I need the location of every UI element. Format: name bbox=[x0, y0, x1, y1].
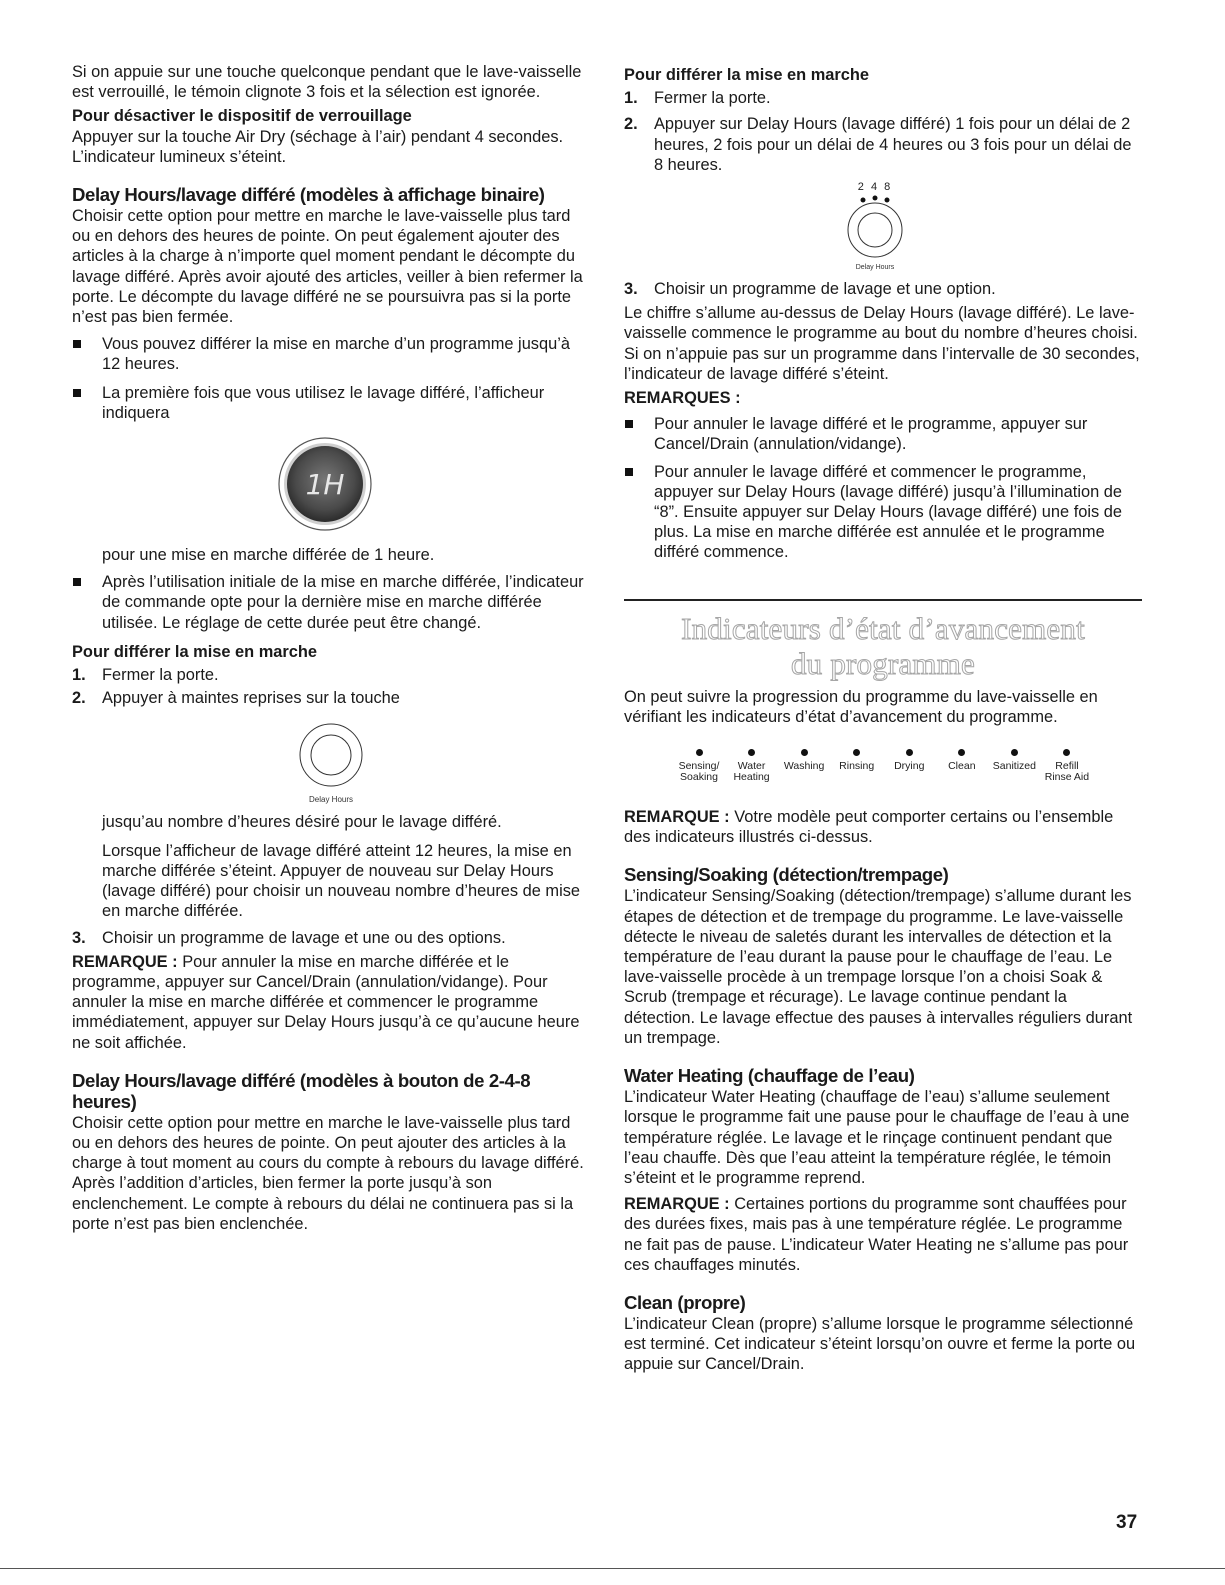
note-text: Pour annuler la mise en marche différée et le programme, appuyer sur Cancel/Drain (annulation/vidange). Pour annuler la mise en marche différée et commencer le programme immédiatement, appuyer sur Delay Hours jusqu’à ce qu’aucune heure ne soit affichée. bbox=[72, 952, 580, 1052]
indicator-label: Drying bbox=[894, 760, 925, 773]
section-intro: On peut suivre la progression du programme du lave-vaisselle en vérifiant les indicateurs d’état d’avancement du programme. bbox=[624, 687, 1098, 726]
status-indicator bbox=[726, 749, 778, 783]
remarks-title: REMARQUES : bbox=[624, 389, 741, 408]
section-title-line-1: Indicateurs d’état d’avancement bbox=[681, 610, 1085, 646]
status-indicator bbox=[988, 749, 1040, 783]
indicator-dot-icon bbox=[801, 749, 808, 756]
delay-numbers: 2 4 8 bbox=[857, 181, 893, 194]
delay-button-icon bbox=[291, 722, 371, 804]
note-label: REMARQUE : bbox=[72, 952, 178, 971]
indicator-label: Rinsing bbox=[839, 760, 875, 773]
note-paragraph bbox=[72, 952, 590, 1053]
status-indicator bbox=[1041, 749, 1093, 783]
sensing-heading: Sensing/Soaking (détection/trempage) bbox=[624, 864, 949, 886]
bullet-text: Pour annuler le lavage différé et commencer le programme, appuyer sur Delay Hours (lavage différé) jusqu’à l’illumination de “8”. Ensuite appuyer sur Delay Hours (lavage différé) une fois de plus. La mise en marche différée est annulée et le programme différé commence. bbox=[654, 462, 1122, 562]
indicator-dot-icon bbox=[853, 749, 860, 756]
status-indicator bbox=[883, 749, 935, 783]
step-text: Appuyer à maintes reprises sur la touche bbox=[102, 689, 400, 708]
bullet-icon bbox=[73, 578, 81, 586]
button-caption: jusqu’au nombre d’heures désiré pour le lavage différé. bbox=[102, 813, 502, 832]
binary-heading: Delay Hours/lavage différé (modèles à affichage binaire) bbox=[72, 184, 545, 206]
indicator-label-2: Rinse Aid bbox=[1044, 771, 1090, 784]
step-text: Fermer la porte. bbox=[654, 89, 771, 108]
button-text: Choisir cette option pour mettre en marche le lave-vaisselle plus tard ou en dehors des heures de pointe. On peut ajouter des articles à la charge à tout moment au cours du compte à rebours du lavage différé. Après l’addition d’articles, bien fermer la porte jusqu’à son enclenchement. Le compte à rebours du délai ne continuera pas si la porte n’est pas bien enclenchée. bbox=[72, 1113, 584, 1233]
bullet-item bbox=[72, 572, 590, 633]
step-text: Choisir un programme de lavage et une option. bbox=[654, 280, 996, 299]
delay-title: Pour différer la mise en marche bbox=[624, 66, 870, 84]
note-paragraph bbox=[624, 1194, 1142, 1275]
step-text: Choisir un programme de lavage et une ou des options. bbox=[102, 929, 506, 948]
note-text: Votre modèle peut comporter certains ou l’ensemble des indicateurs illustrés ci-dessus. bbox=[624, 808, 1114, 847]
bullet-item bbox=[72, 383, 590, 423]
status-indicator bbox=[778, 749, 830, 783]
bullet-text: Vous pouvez différer la mise en marche d’un programme jusqu’à 12 heures. bbox=[102, 335, 570, 374]
bullet-icon bbox=[625, 468, 633, 476]
unlock-text: Appuyer sur la touche Air Dry (séchage à l’air) pendant 4 secondes. L’indicateur lumineux s’éteint. bbox=[72, 127, 564, 166]
clean-heading: Clean (propre) bbox=[624, 1291, 746, 1313]
bullet-text: Après l’utilisation initiale de la mise en marche différée, l’indicateur de commande opte pour la dernière mise en marche différée utilisée. Le réglage de cette durée peut être changé. bbox=[102, 573, 584, 632]
left-column bbox=[72, 62, 590, 1238]
delay-title: Pour différer la mise en marche bbox=[72, 642, 318, 661]
step-item: 3. Choisir un programme de lavage et une ou des options. bbox=[72, 929, 506, 948]
bullet-icon bbox=[73, 340, 81, 348]
note-text: Certaines portions du programme sont chauffées pour des durées fixes, mais pas à une température réglée. Le programme ne fait pas de pause. L’indicateur Water Heating ne s’allume pas pour ces chauffages minutés. bbox=[624, 1195, 1129, 1274]
step-item: 3. Choisir un programme de lavage et une option. bbox=[624, 280, 996, 299]
button-heading: Delay Hours/lavage différé (modèles à bouton de 2-4-8 heures) bbox=[72, 1069, 531, 1112]
page-number: 37 bbox=[1116, 1512, 1138, 1533]
indicator-label: Sensing/ bbox=[678, 760, 720, 773]
delay-248-label: Delay Hours bbox=[855, 264, 895, 272]
lock-intro: Si on appuie sur une touche quelconque pendant que le lave-vaisselle est verrouillé, le témoin clignote 3 fois et la sélection est ignorée. bbox=[72, 63, 582, 102]
indicator-label: Water bbox=[737, 760, 766, 773]
bullet-item bbox=[624, 462, 1142, 563]
delay-button-figure bbox=[72, 722, 590, 804]
display-icon bbox=[275, 434, 375, 534]
bottom-rule bbox=[0, 1568, 1225, 1569]
display-figure bbox=[72, 434, 590, 534]
bullet-text: La première fois que vous utilisez le lavage différé, l’afficheur indiquera bbox=[102, 383, 545, 422]
bullet-item bbox=[624, 414, 1142, 454]
delay-button-label: Delay Hours bbox=[308, 795, 354, 805]
indicator-row bbox=[673, 749, 1093, 783]
step-item: 1. Fermer la porte. bbox=[624, 89, 771, 108]
note-label: REMARQUE : bbox=[624, 808, 730, 827]
delay-paragraph: Le chiffre s’allume au-dessus de Delay Hours (lavage différé). Le lave-vaisselle commence le programme au bout du nombre d’heures choisi. Si on n’appuie pas sur un programme dans l’intervalle de 30 secondes, l’indicateur de lavage différé s’éteint. bbox=[624, 304, 1140, 383]
note-label: REMARQUE : bbox=[624, 1195, 730, 1214]
binary-text: Choisir cette option pour mettre en marche le lave-vaisselle plus tard ou en dehors des heures de pointe. On peut également ajouter des articles à la charge à n’importe quel moment pendant le décompte du lavage différé. Après avoir ajouté des articles, veiller à bien refermer la porte. Le décompte du lavage différé ne se poursuivra pas si la porte n’est pas bien fermée. bbox=[72, 207, 583, 327]
step-item: 1. Fermer la porte. bbox=[72, 666, 219, 685]
indicator-dot-icon bbox=[696, 749, 703, 756]
status-indicator bbox=[936, 749, 988, 783]
indicator-dot-icon bbox=[1011, 749, 1018, 756]
indicator-label-2: Heating bbox=[733, 771, 770, 784]
delay-248-figure bbox=[624, 181, 1142, 275]
step-text: Fermer la porte. bbox=[102, 666, 219, 685]
indicator-label: Clean bbox=[948, 760, 976, 773]
indicator-label-2: Soaking bbox=[680, 771, 718, 784]
note-paragraph bbox=[624, 807, 1142, 847]
section-title-line-2: du programme bbox=[790, 645, 976, 681]
section-title bbox=[624, 611, 1142, 681]
status-indicator bbox=[831, 749, 883, 783]
status-indicator bbox=[673, 749, 725, 783]
indicator-label: Sanitized bbox=[992, 760, 1036, 773]
sensing-text: L’indicateur Sensing/Soaking (détection/trempage) s’allume durant les étapes de détection et de trempage du programme. Le lave-vaisselle détecte le niveau de saletés durant les intervalles de détection et la température de l’eau durant la pause pour le chauffage de l’eau. Le lave-vaisselle procède à un trempage lorsque l’on a choisi Soak & Scrub (trempage et récurage). Le lavage continue pendant la détection. Le lavage effectue des pauses à intervalles réguliers durant un trempage. bbox=[624, 887, 1133, 1047]
unlock-title: Pour désactiver le dispositif de verrouillage bbox=[72, 107, 412, 126]
bullet-icon bbox=[73, 389, 81, 397]
clean-text: L’indicateur Clean (propre) s’allume lorsque le programme sélectionné est terminé. Cet indicateur s’éteint lorsqu’on ouvre et ferme la porte ou appuie sur Cancel/Drain. bbox=[624, 1314, 1136, 1374]
display-caption: pour une mise en marche différée de 1 heure. bbox=[102, 546, 435, 565]
delay-248-icon bbox=[830, 193, 920, 273]
indicator-dot-icon bbox=[958, 749, 965, 756]
indicator-label: Refill bbox=[1055, 760, 1079, 773]
step-item: 2. Appuyer sur Delay Hours (lavage différé) 1 fois pour un délai de 2 heures, 2 fois pour un délai de 4 heures ou 3 fois pour un délai de 8 heures. bbox=[624, 115, 1132, 174]
display-readout: 1H bbox=[305, 468, 345, 502]
indicator-dot-icon bbox=[1063, 749, 1070, 756]
water-heading: Water Heating (chauffage de l’eau) bbox=[624, 1065, 915, 1087]
indicator-dot-icon bbox=[748, 749, 755, 756]
step-text: Appuyer sur Delay Hours (lavage différé) 1 fois pour un délai de 2 heures, 2 fois pour un délai de 4 heures ou 3 fois pour un délai de 8 heures. bbox=[654, 115, 1132, 174]
bullet-text: Pour annuler le lavage différé et le programme, appuyer sur Cancel/Drain (annulation/vidange). bbox=[654, 415, 1088, 454]
bullet-item bbox=[72, 334, 590, 374]
right-column bbox=[624, 62, 1142, 1379]
button-caption-2: Lorsque l’afficheur de lavage différé atteint 12 heures, la mise en marche différée s’éteint. Appuyer de nouveau sur Delay Hours (lavage différé) pour choisir un nouveau nombre d’heures de mise en marche différée. bbox=[102, 841, 581, 921]
water-text: L’indicateur Water Heating (chauffage de l’eau) s’allume seulement lorsque le programme fait une pause pour le chauffage de l’eau à une température réglée. Le lavage et le rinçage continuent pendant que l’eau chauffe. Dès que l’eau atteint la température réglée, le témoin s’éteint et le programme reprend. bbox=[624, 1088, 1130, 1187]
bullet-icon bbox=[625, 420, 633, 428]
indicator-label: Washing bbox=[783, 760, 825, 773]
section-divider bbox=[624, 599, 1142, 601]
indicator-dot-icon bbox=[906, 749, 913, 756]
step-item: 2. Appuyer à maintes reprises sur la touche bbox=[72, 689, 400, 708]
